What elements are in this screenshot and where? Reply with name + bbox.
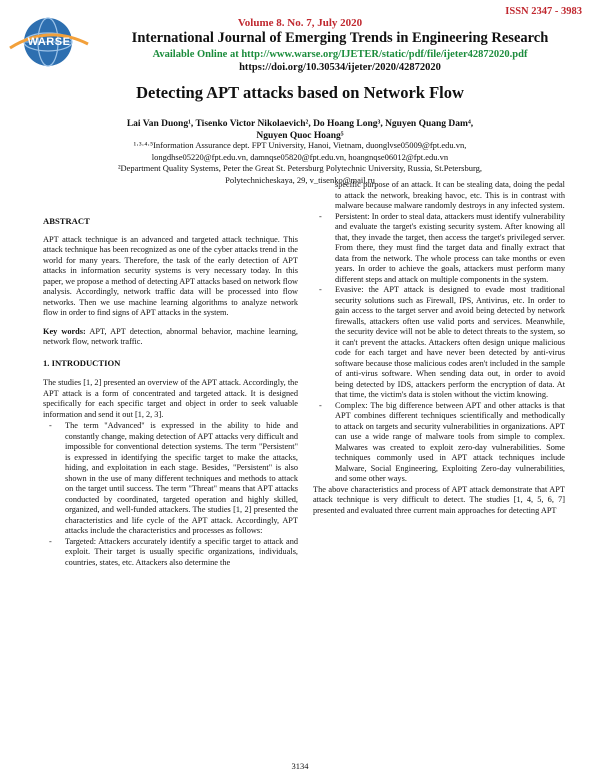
list-item-text: Evasive: the APT attack is designed to evade most traditional security solutions such as Firewall, IPS, Antivirus, etc. In order to gain access to the target server and avoid being detected by network firewalls, attackers often use valid ports and services. Meanwhile, the security device will not be able to detect threats to the system, so it can't prevent the attacks. Attackers often design unique malicious code for each target and have never been detected by anti-virus software because those malicious codes aren't included in the sample of anti-virus software. When sending data out, in order to avoid being detected by IDS, attackers perform the encryption of data. At that time, the victim's data is stolen without the victim knowing. [335, 285, 565, 399]
author-line: Nguyen Quoc Hoang⁵ [256, 131, 344, 141]
affiliation-line: longdhse05220@fpt.edu.vn, damnqse05820@fpt.edu.vn, hoangnqse06012@fpt.edu.vn [151, 151, 449, 162]
list-item-text: Complex: The big difference between APT and other attacks is that APT combines different techniques scientifically and methodically to attack on targets and security vulnerabilities in organizations. APT can use a wide range of malware tools from simple to complex. Malwares was created to exploit zero-day vulnerabilities. Some techniques commonly used in APT attack techniques include Malware, Social Engineering, Exploiting Zero-day vulnerabilities, and some other ways. [335, 400, 565, 483]
list-item [313, 401, 565, 485]
affiliation-line: Polytechnicheskaya, 29, v_tisenko@mail.ru [225, 174, 375, 185]
bullet-dash: - [319, 285, 322, 294]
abstract-text: APT attack technique is an advanced and targeted attack technique. This attack technique has been recognized as one of the cyber attacks trend in the world for many years. Therefore, the task of the early detection of APT attacks in information security systems is very necessary today. In this paper, we propose a method of detecting APT attacks based on network flow analysis. Accordingly, network traffic data will be processed into flow networks. Then we use machine learning algorithms to analyze network flow in order to find signs of APT attacks in the system. [43, 234, 298, 317]
doi-link[interactable]: https://doi.org/10.30534/ijeter/2020/42872020 [239, 62, 441, 73]
list-item [43, 421, 298, 537]
issn-label: ISSN 2347 - 3983 [505, 6, 582, 17]
affiliation-line: ²Department Quality Systems, Peter the Great St. Petersburg Polytechnic University, Russia, St.Petersburg, [117, 163, 483, 173]
continuation-text: specific purpose of an attack. It can be stealing data, doing the pedal to attack the network, breaking havoc, etc. This is in contrast with malware because malware randomly destroys in any infected system. [335, 180, 565, 210]
list-item-text: Persistent: In order to steal data, attackers must identify vulnerability and evaluate the target's existing security system. After knowing all that, they invade the target, then access the target's privileged server. From there, they must find the target data and finally extract that data from the network. The whole process can take months or even years. In order to achieve the goals, attackers must perform many different steps and attack on multiple components in the system. [335, 211, 565, 284]
list-item-text: The term "Advanced" is expressed in the ability to hide and constantly change, making detection of APT attacks very difficult and impossible for conventional detection systems. The term "Persistent" is expressed in identifying the specific target to make the attacks, hiding, and exploitation in each stage. Besides, "Persistent" is also shown in the use of many different techniques and methods to attack on the target until success. The term "Threat" means that APT attacks conducted by coordinated, targeted operation and highly skilled, organized, and well-funded attackers. The studies [1, 2] presented the characteristics and life cycle of the APT attack. Accordingly, APT attacks include the characteristics and processes as follows: [65, 421, 298, 535]
closing-paragraph: The above characteristics and process of APT attack demonstrate that APT attack technique is very difficult to detect. The studies [1, 4, 5, 6, 7] presented and evaluated three current main approaches for detecting APT [313, 484, 565, 515]
bullet-dash: - [319, 400, 322, 410]
left-column [43, 216, 298, 568]
list-item [313, 285, 565, 401]
keywords-text: APT, APT detection, abnormal behavior, machine learning, network flow, network traffic. [43, 326, 298, 346]
volume-label: Volume 8. No. 7, July 2020 [237, 17, 363, 29]
bullet-dash: - [49, 536, 52, 546]
keywords-label: Key words: [43, 326, 86, 336]
author-line: Lai Van Duong¹, Tisenko Victor Nikolaevich², Do Hoang Long³, Nguyen Quang Dam⁴, [126, 119, 474, 129]
abstract-heading: ABSTRACT [43, 216, 90, 226]
right-column [313, 180, 565, 516]
online-link[interactable]: Available Online at http://www.warse.org/IJETER/static/pdf/file/ijeter42872020.pdf [152, 49, 528, 60]
list-item [313, 212, 565, 286]
list-item [43, 537, 298, 569]
bullet-dash: - [49, 421, 52, 430]
page-number: 3134 [291, 761, 309, 771]
author-list [40, 118, 560, 142]
intro-heading: 1. INTRODUCTION [43, 357, 121, 368]
affiliation-line: ¹·³·⁴·⁵Information Assurance dept. FPT University, Hanoi, Vietnam, duonglvse05009@fpt.edu.vn, [133, 140, 467, 150]
intro-paragraph: The studies [1, 2] presented an overview of the APT attack. Accordingly, the APT attack is a form of concentrated and targeted attack. It is designed specifically for each specific target and object in order to seek valuable information and send it out [1, 2, 3]. [43, 378, 298, 419]
list-item-text: Targeted: Attackers accurately identify a specific target to attack and exploit. Their target is usually specific organizations, individuals, countries, states, etc. Attackers also determine the [65, 536, 298, 567]
logo-text: WARSE [27, 36, 71, 48]
paper-title: Detecting APT attacks based on Network Flow [136, 83, 464, 102]
keywords [43, 327, 298, 348]
bullet-dash: - [319, 211, 322, 221]
journal-name: International Journal of Emerging Trends in Engineering Research [131, 30, 549, 46]
